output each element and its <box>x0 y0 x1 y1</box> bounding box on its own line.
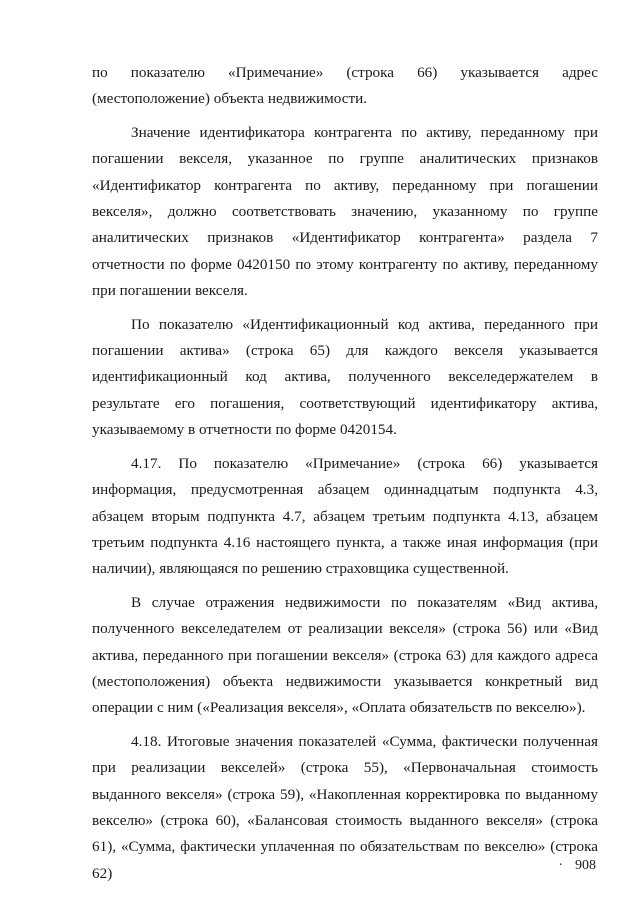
paragraph-counterparty-identifier: Значение идентификатора контрагента по активу, переданному при погашении векселя, указанное по группе аналитических признаков «Идентификатор контрагента по активу, переданному при погашении векселя», должно соответствовать значению, указанному по группе аналитических признаков «Идентификатор контрагента» раздела 7 отчетности по форме 0420150 по этому контрагенту по активу, переданному при погашении векселя. <box>92 123 598 300</box>
paragraph-4-18: 4.18. Итоговые значения показателей «Сумма, фактически полученная при реализации векселей» (строка 55), «Первоначальная стоимость выданного векселя» (строка 59), «Накопленная корректировка по выданному векселю» (строка 60), «Балансовая стоимость выданного векселя» (строка 61), «Сумма, фактически уплаченная по обязательствам по векселю» (строка 62) <box>92 732 598 882</box>
paragraph-address-continuation: по показателю «Примечание» (строка 66) указывается адрес (местоположение) объекта недвижимости. <box>92 64 598 108</box>
page-number-value: 908 <box>575 858 596 873</box>
page-mark: · <box>558 858 563 873</box>
document-page <box>92 60 598 894</box>
paragraph-real-estate-reporting: В случае отражения недвижимости по показателям «Вид актива, полученного векселедателем от реализации векселя» (строка 56) или «Вид актива, переданного при погашении векселя» (строка 63) для каждого адреса (местоположения) объекта недвижимости указывается конкретный вид операции с ним («Реализация векселя», «Оплата обязательств по векселю»). <box>92 593 598 717</box>
paragraph-asset-identification-code: По показателю «Идентификационный код актива, переданного при погашении актива» (строка 65) для каждого векселя указывается идентификационный код актива, полученного векселедержателем в результате его погашения, соответствующий идентификатору актива, указываемому в отчетности по форме 0420154. <box>92 315 598 439</box>
page-number <box>558 856 596 876</box>
paragraph-4-17: 4.17. По показателю «Примечание» (строка 66) указывается информация, предусмотренная абзацем одиннадцатым подпункта 4.3, абзацем вторым подпункта 4.7, абзацем третьим подпункта 4.13, абзацем третьим подпункта 4.16 настоящего пункта, а также иная информация (при наличии), являющаяся по решению страховщика существенной. <box>92 454 598 578</box>
